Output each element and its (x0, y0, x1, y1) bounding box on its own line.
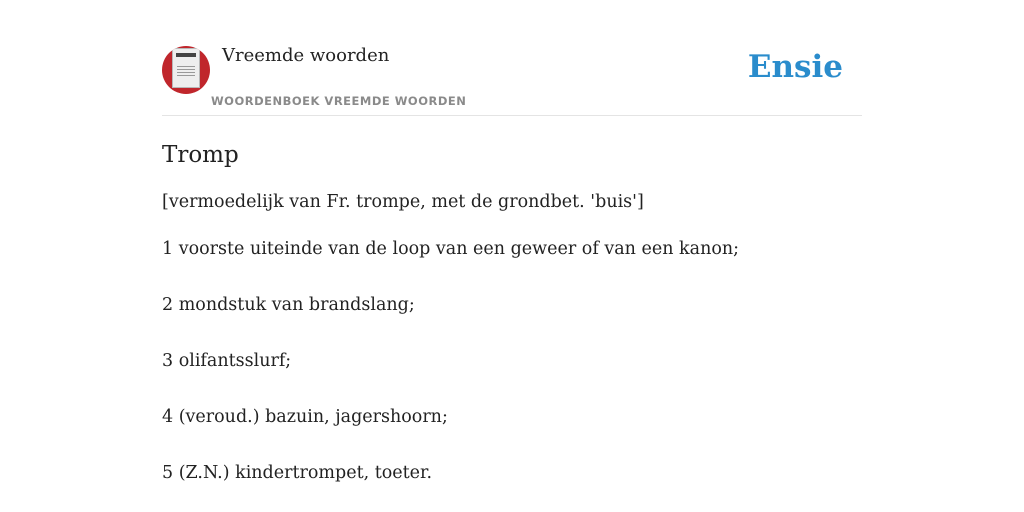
entry-etymology: [vermoedelijk van Fr. trompe, met de grondbet. 'buis'] (162, 192, 644, 212)
definition-list (162, 213, 862, 512)
definition-item: 1 voorste uiteinde van de loop van een geweer of van een kanon; (162, 239, 740, 259)
definition-item: 3 olifantsslurf; (162, 351, 292, 371)
dictionary-avatar[interactable] (162, 46, 210, 94)
page (162, 0, 862, 512)
entry-headword: Tromp (162, 142, 239, 168)
definition-item: 5 (Z.N.) kindertrompet, toeter. (162, 463, 433, 483)
ensie-logo[interactable]: Ensie (747, 49, 843, 85)
site-title[interactable]: Vreemde woorden (222, 45, 390, 66)
definition-item: 2 mondstuk van brandslang; (162, 295, 415, 315)
book-cover-icon (172, 48, 200, 88)
site-subtitle: WOORDENBOEK VREEMDE WOORDEN (211, 94, 467, 108)
site-header (162, 0, 862, 116)
dictionary-entry (162, 116, 862, 512)
definition-item: 4 (veroud.) bazuin, jagershoorn; (162, 407, 448, 427)
